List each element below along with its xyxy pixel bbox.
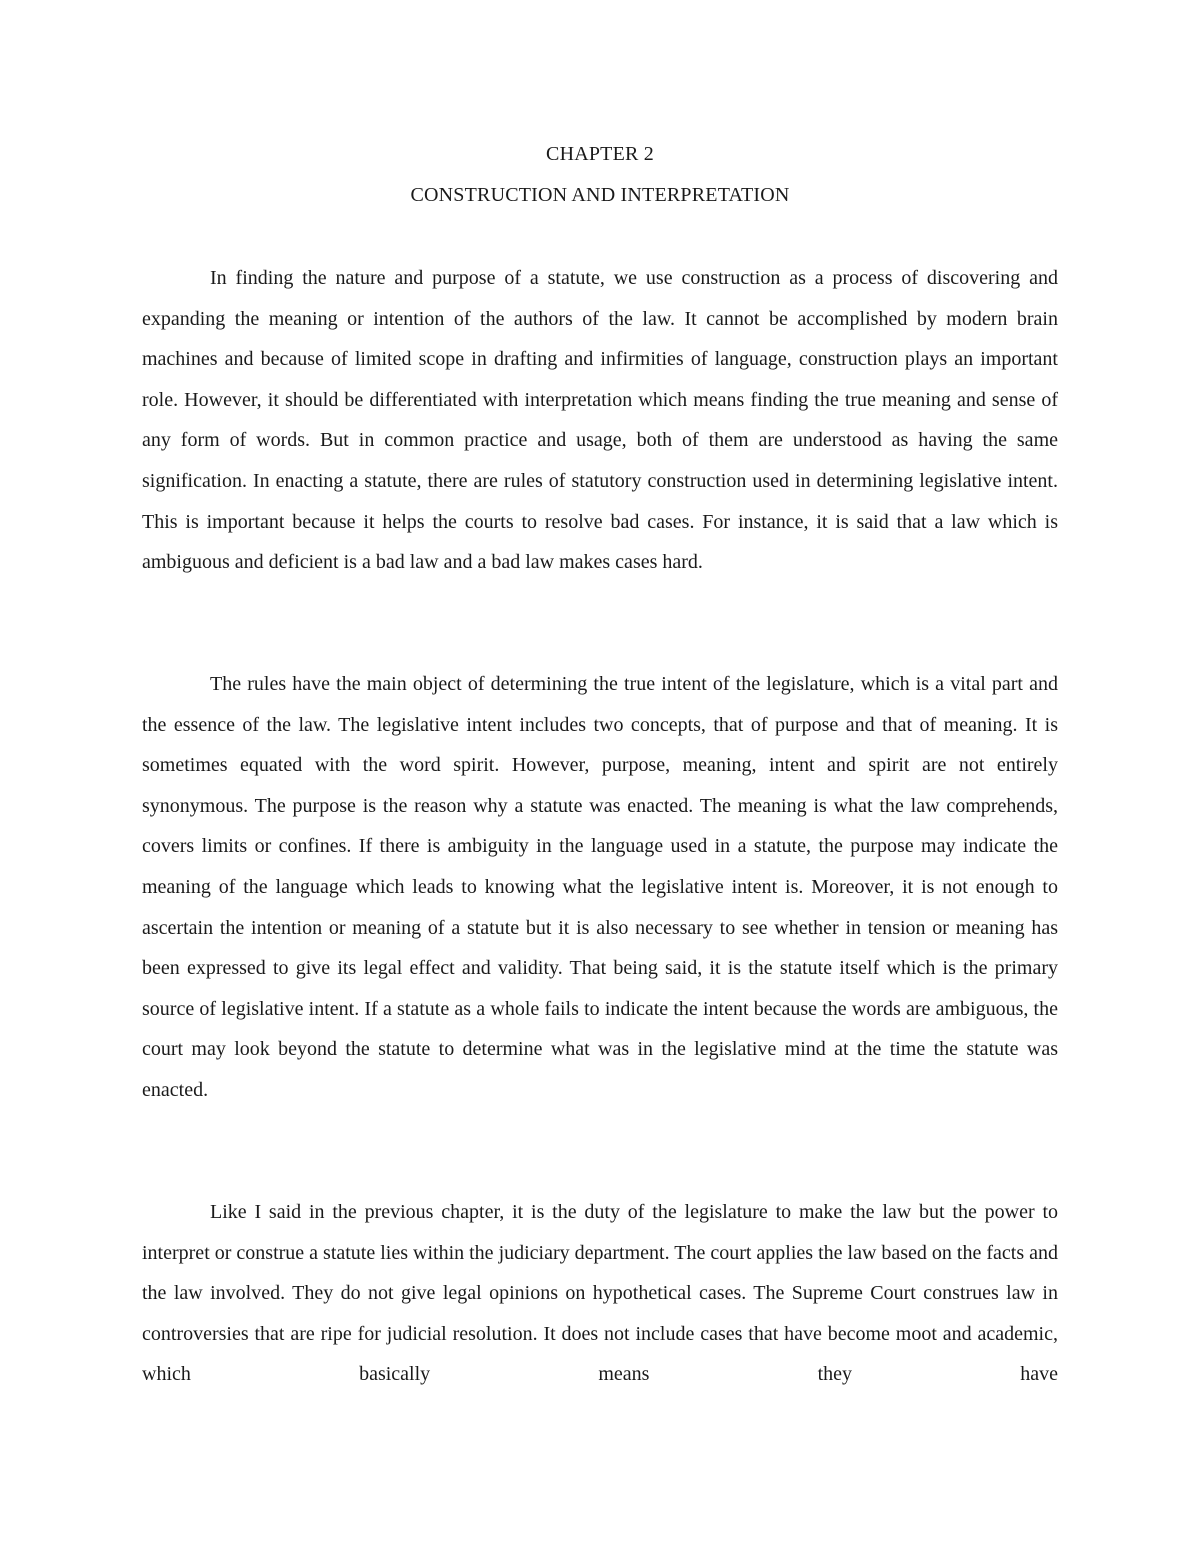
- chapter-number: CHAPTER 2: [546, 143, 654, 165]
- chapter-title: CONSTRUCTION AND INTERPRETATION: [410, 184, 790, 206]
- paragraph-legislative-intent: The rules have the main object of determining the true intent of the legislature, which is a vital part and the essence of the law. The legislative intent includes two concepts, that of purpose and that of meaning. It is sometimes equated with the word spirit. However, purpose, meaning, intent and spirit are not entirely synonymous. The purpose is the reason why a statute was enacted. The meaning is what the law comprehends, covers limits or confines. If there is ambiguity in the language used in a statute, the purpose may indicate the meaning of the language which leads to knowing what the legislative intent is. Moreover, it is not enough to ascertain the intention or meaning of a statute but it is also necessary to see whether in tension or meaning has been expressed to give its legal effect and validity. That being said, it is the statute itself which is the primary source of legislative intent. If a statute as a whole fails to indicate the intent because the words are ambiguous, the court may look beyond the statute to determine what was in the legislative mind at the time the statute was enacted.: [142, 673, 1058, 1101]
- paragraph-judicial-power: Like I said in the previous chapter, it is the duty of the legislature to make the law but the power to interpret or construe a statute lies within the judiciary department. The court applies the law based on the facts and the law involved. They do not give legal opinions on hypothetical cases. The Supreme Court construes law in controversies that are ripe for judicial resolution. It does not include cases that have become moot and academic, which basically means they have: [142, 1201, 1058, 1386]
- paragraph-construction-definition: In finding the nature and purpose of a statute, we use construction as a process of discovering and expanding the meaning or intention of the authors of the law. It cannot be accomplished by modern brain machines and because of limited scope in drafting and infirmities of language, construction plays an important role. However, it should be differentiated with interpretation which means finding the true meaning and sense of any form of words. But in common practice and usage, both of them are understood as having the same signification. In enacting a statute, there are rules of statutory construction used in determining legislative intent. This is important because it helps the courts to resolve bad cases. For instance, it is said that a law which is ambiguous and deficient is a bad law and a bad law makes cases hard.: [142, 267, 1058, 574]
